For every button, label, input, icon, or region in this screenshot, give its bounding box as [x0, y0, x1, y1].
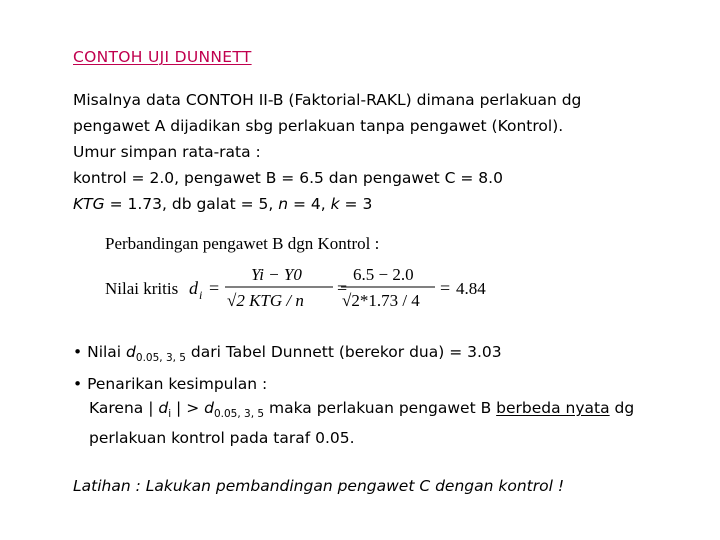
- formula-eq: =: [440, 278, 451, 298]
- intro-line: kontrol = 2.0, pengawet B = 6.5 dan pengawet C = 8.0: [73, 169, 503, 187]
- d-subscript: i: [168, 408, 172, 420]
- formula-eq: =: [337, 278, 348, 298]
- formula-result: 4.84: [456, 279, 486, 298]
- conclusion-line: perlakuan kontrol pada taraf 0.05.: [89, 429, 355, 447]
- d-subscript: 0.05, 3, 5: [135, 352, 186, 364]
- d-subscript: 0.05, 3, 5: [213, 408, 265, 420]
- conclusion-text: dg: [609, 399, 635, 417]
- intro-line-params: [73, 191, 693, 217]
- page-title: CONTOH UJI DUNNETT: [73, 48, 252, 66]
- formula-num: Yi − Y0: [251, 265, 302, 284]
- bullet-text: Nilai: [87, 343, 127, 361]
- conclusion-heading: Penarikan kesimpulan :: [87, 375, 268, 393]
- formula-den: √2*1.73 / 4: [342, 291, 420, 310]
- formula-den: √2 KTG / n: [227, 291, 304, 310]
- formula-eq: =: [209, 278, 220, 298]
- intro-line: pengawet A dijadikan sbg perlakuan tanpa pengawet (Kontrol).: [73, 117, 564, 135]
- bullet-text: dari Tabel Dunnett (berekor dua) = 3.03: [185, 343, 502, 361]
- intro-line: Misalnya data CONTOH II-B (Faktorial-RAKL) dimana perlakuan dg: [73, 91, 582, 109]
- bullet-marker: •: [73, 343, 83, 361]
- k-symbol: k: [330, 195, 340, 213]
- d-symbol: d: [158, 399, 169, 417]
- bullet-marker: •: [73, 375, 83, 393]
- bullet-conclusion: [73, 372, 634, 450]
- d-symbol: d: [126, 343, 136, 361]
- exercise-text: Latihan : Lakukan pembandingan pengawet C dengan kontrol !: [73, 477, 565, 495]
- formula-label: Nilai kritis: [105, 279, 179, 298]
- conclusion-text: maka perlakuan pengawet B: [264, 399, 497, 417]
- ktg-symbol: KTG: [73, 195, 105, 213]
- formula-heading: Perbandingan pengawet B dgn Kontrol :: [105, 234, 380, 253]
- n-symbol: n: [278, 195, 289, 213]
- intro-line: Umur simpan rata-rata :: [73, 143, 261, 161]
- conclusion-text: Karena |: [89, 399, 159, 417]
- critical-value-formula: [105, 232, 525, 322]
- d-symbol: d: [204, 399, 214, 417]
- params-text: = 3: [339, 195, 373, 213]
- params-text: = 4,: [288, 195, 331, 213]
- formula-num: 6.5 − 2.0: [353, 265, 414, 284]
- formula-d: d: [189, 278, 198, 298]
- significant-difference-text: berbeda nyata: [496, 399, 610, 417]
- intro-paragraph: [73, 87, 693, 217]
- conclusion-text: | >: [171, 399, 205, 417]
- formula-d-sub: i: [199, 288, 203, 302]
- bullet-dunnett-table: [73, 340, 502, 370]
- params-text: = 1.73, db galat = 5,: [104, 195, 279, 213]
